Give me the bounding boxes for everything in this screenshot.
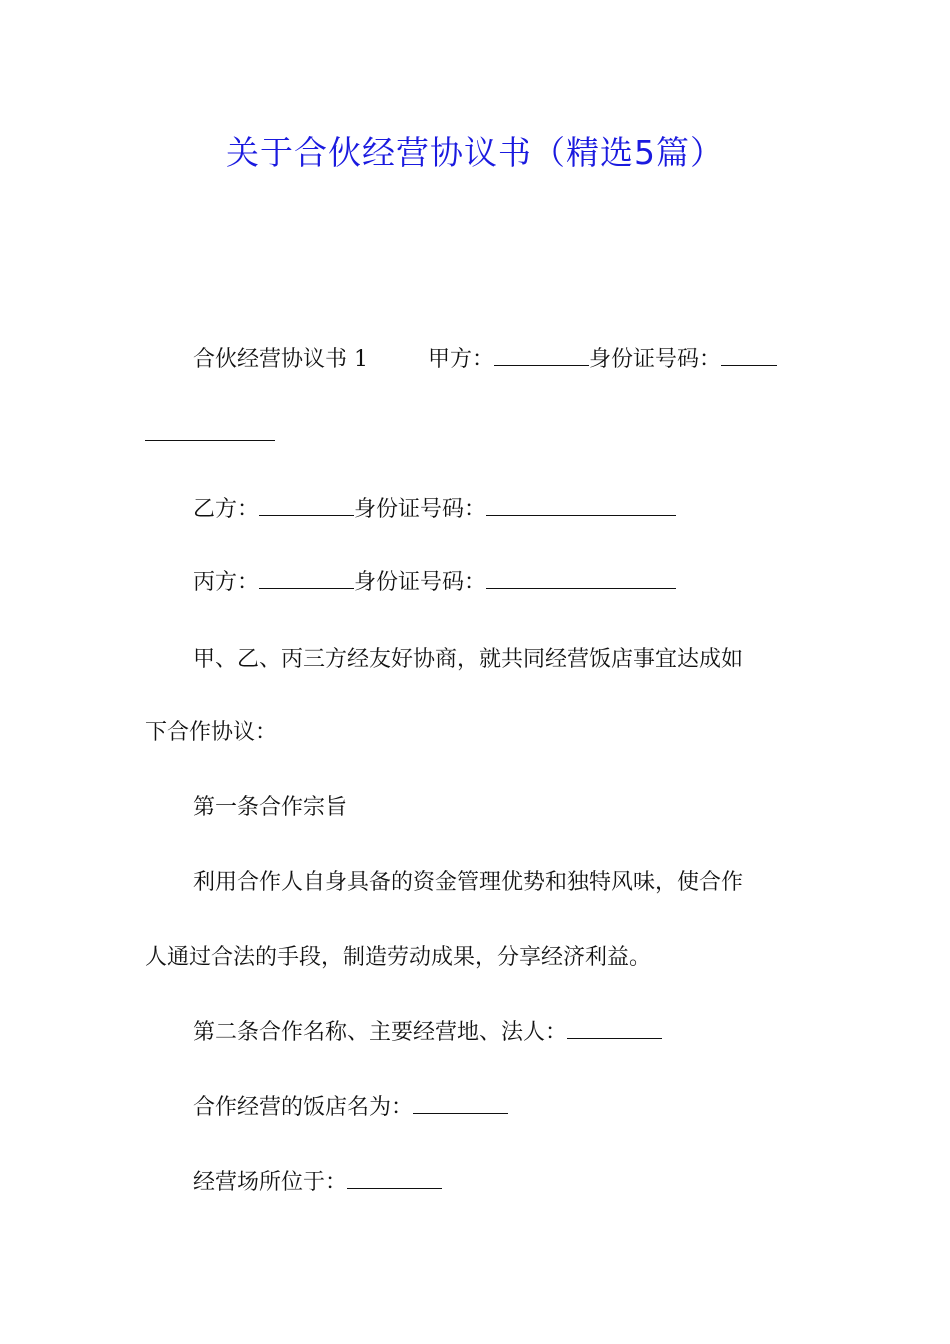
business-location-line — [145, 1168, 858, 1198]
party-a-id-blank-continued — [145, 420, 275, 441]
party-c-name-blank — [259, 568, 354, 589]
article-2-heading-text: 第二条合作名称、主要经营地、法人： — [193, 1020, 568, 1045]
article-2-heading — [145, 1018, 858, 1048]
paragraph-agreement-parties-a — [145, 345, 858, 375]
party-b-label: 乙方： — [193, 497, 260, 522]
article-2-blank — [567, 1018, 662, 1039]
restaurant-name-line — [145, 1093, 858, 1123]
party-c-label: 丙方： — [193, 570, 260, 595]
paragraph-party-c — [145, 568, 858, 598]
business-location-blank — [347, 1168, 442, 1189]
party-a-id-label: 身份证号码： — [589, 347, 722, 372]
business-location-label: 经营场所位于： — [193, 1170, 348, 1195]
document-title: 关于合伙经营协议书（精选5篇） — [226, 133, 724, 172]
agreement-heading: 合伙经营协议书 1 — [193, 347, 368, 372]
paragraph-intro-line-1: 甲、乙、丙三方经友好协商，就共同经营饭店事宜达成如 — [193, 647, 744, 672]
party-b-id-label: 身份证号码： — [354, 497, 487, 522]
article-1-heading: 第一条合作宗旨 — [193, 795, 348, 820]
article-1-text-line-2: 人通过合法的手段，制造劳动成果，分享经济利益。 — [145, 945, 652, 970]
party-a-label: 甲方： — [428, 347, 495, 372]
party-b-name-blank — [259, 495, 354, 516]
restaurant-name-blank — [413, 1093, 508, 1114]
party-c-id-blank — [486, 568, 676, 589]
paragraph-id-continuation — [145, 420, 810, 450]
party-a-name-blank — [494, 345, 589, 366]
party-c-id-label: 身份证号码： — [354, 570, 487, 595]
article-1-text-line-1: 利用合作人自身具备的资金管理优势和独特风味，使合作 — [193, 870, 744, 895]
party-a-id-blank — [721, 345, 777, 366]
paragraph-party-b — [145, 495, 858, 525]
restaurant-name-label: 合作经营的饭店名为： — [193, 1095, 414, 1120]
paragraph-intro-line-2: 下合作协议： — [145, 720, 278, 745]
party-b-id-blank — [486, 495, 676, 516]
